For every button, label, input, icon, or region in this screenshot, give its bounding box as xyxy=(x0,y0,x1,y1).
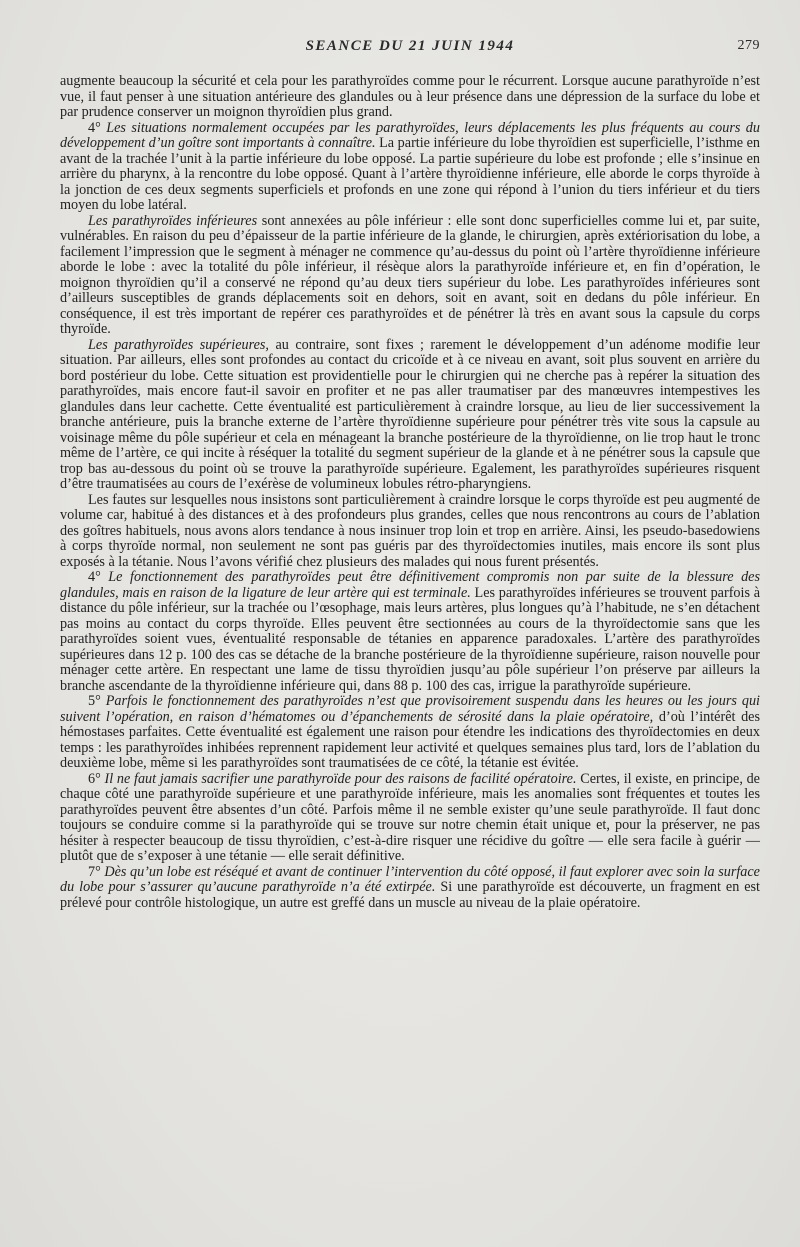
text-run: 4° xyxy=(88,119,107,136)
text-run: 5° xyxy=(88,693,106,709)
italic-text-run: Les parathyroïdes inférieures xyxy=(88,212,258,229)
article-body xyxy=(60,74,760,911)
text-run: Certes, il existe, en principe, de chaque côté une parathyroïde supérieure et une parathyroïde inférieure, mais les anomalies sont fréquentes et toutes les parathyroïdes peuvent être absentes d’un côté. Parfois même il ne semble exister qu’une seule parathyroïde. Il faut donc toujours se conduire comme si la parathyroïde qui se trouve sur notre chemin était unique et, pour la préserver, ne pas hésiter à respecter beaucoup de tissu thyroïdien, c’est-à-dire risquer une récidive du goître — elle sera facile à guérir — plutôt que de s’exposer à une tétanie — elle serait définitive. xyxy=(60,770,760,864)
text-run: Les fautes sur lesquelles nous insistons sont particulièrement à craindre lorsque le corps thyroïde est peu augmenté de volume car, habitué à des distances et à des profondeurs plus grandes, celles que nous rencontrons au cours de l’ablation des goîtres habituels, nous avons alors tendance à nous insinuer trop loin et trop en arrière. Ainsi, les pseudo-basedowiens à corps thyroïde normal, non seulement ne sont pas guéris par des thyroïdectomies inutiles, mais encore ils sont plus exposés à la tétanie. Nous l’avons vérifié chez plusieurs des malades qui nous furent présentés. xyxy=(60,491,760,570)
text-run: augmente beaucoup la sécurité et cela pour les parathyroïdes comme pour le récurrent. Lorsque aucune parathyroïde n’est vue, il faut penser à une situation antérieure des glandules ou à leur présence dans une dépression de la surface du lobe et par prudence conserver un moignon thyroïdien plus grand. xyxy=(60,73,760,120)
text-run: 4° xyxy=(88,569,109,585)
text-run: 7° xyxy=(88,863,105,880)
paragraph xyxy=(60,493,760,571)
text-run: Les parathyroïdes inférieures se trouvent parfois à distance du pôle inférieur, sur la trachée ou l’œsophage, mais leurs artères, plus longues qu’à l’habitude, ne s’en détachent pas moins au contact du corps thyroïde. Elles peuvent être sectionnées au cours de la thyroïdectomie sans que les parathyroïdes soient vues, éventualité responsable de tétanies en apparence paradoxales. L’artère des parathyroïdes supérieures dans 12 p. 100 des cas se détache de la branche postérieure de la thyroïdienne supérieure, raison nouvelle pour ménager cette artère. En respectant une lame de tissu thyroïdien jusqu’au pôle supérieur l’on préserve par ailleurs la branche ascendante de la thyroïdienne inférieure qui, dans 88 p. 100 des cas, irrigue la parathyroïde supérieure. xyxy=(60,584,761,694)
italic-text-run: Il ne faut jamais sacrifier une parathyroïde pour des raisons de facilité opératoire. xyxy=(104,770,577,787)
paragraph xyxy=(60,74,760,121)
italic-text-run: Dès qu’un lobe est réséqué et avant de continuer l’intervention du côté opposé, il faut explorer avec soin la surface du lobe pour s’assurer qu’aucune parathyroïde n’a été extirpée. xyxy=(60,863,760,895)
text-run: Si une parathyroïde est découverte, un fragment en est prélevé pour contrôle histologique, un autre est greffé dans un muscle au niveau de la plaie opératoire. xyxy=(60,879,760,911)
text-run: au contraire, sont fixes ; rarement le développement d’un adénome modifie leur situation. Par ailleurs, elles sont profondes au contact du cricoïde et à ce niveau en avant, soit plus souvent en arrière du bord postérieur du lobe. Cette situation est providentielle pour le chirurgien qui ne cherche pas à repérer la situation des parathyroïdes, mais encore faut-il savoir en profiter et ne pas aller traumatiser par des manœuvres intempestives les glandules dans leur cachette. Cette éventualité est particulièrement à craindre lorsque, au lieu de lier successivement la branche antérieure, puis la branche externe de l’artère thyroïdienne supérieure pour pénétrer très vite sous la capsule au voisinage même du pôle supérieur et cela en ménageant la branche postérieure de la thyroïdienne, on lie trop haut le tronc même de l’artère, ce qui incite à réséquer la totalité du segment supérieur de la glande et à ne pénétrer sous la capsule que trop bas au-dessous du point où se trouve la parathyroïde supérieure. Egalement, les parathyroïdes supérieures risquent d’être traumatisées au cours de l’exérèse de volumineux lobules rétro-pharyngiens. xyxy=(60,336,760,492)
text-run: 6° xyxy=(88,770,105,787)
paragraph xyxy=(60,865,760,912)
page-number: 279 xyxy=(737,38,760,53)
italic-text-run: Parfois le fonctionnement des parathyroïdes n’est que provisoirement suspendu dans les heures ou les jours qui suivent l’opération, en raison d’hématomes ou d’épanchements de sérosité dans la plaie opératoire, xyxy=(60,693,760,725)
paragraph xyxy=(60,694,760,772)
paragraph xyxy=(60,121,760,214)
paragraph xyxy=(60,570,760,694)
italic-text-run: Le fonctionnement des parathyroïdes peut être définitivement compromis non par suite de la blessure des glandules, mais en raison de la ligature de leur artère qui est terminale. xyxy=(60,569,760,601)
paragraph xyxy=(60,338,760,493)
italic-text-run: Les parathyroïdes supérieures, xyxy=(88,336,269,353)
text-run: sont annexées au pôle inférieur : elle sont donc superficielles comme lui et, par suite, vulnérables. En raison du peu d’épaisseur de la partie inférieure de la glande, le chirurgien, après extériorisation du lobe, a facilement l’impression que le segment à ménager ne commence qu’au-dessus du point où l’artère thyroïdienne inférieure aborde le lobe : avec la totalité du pôle inférieur, il résèque alors la parathyroïde inférieure et, en fin d’opération, le moignon thyroïdien qu’il a conservé ne répond qu’au deux tiers supérieur du lobe. Les parathyroïdes inférieures sont d’ailleurs susceptibles de grands déplacements soit en dehors, soit en avant, soit en dedans du pôle inférieur. En conséquence, il est très important de repérer ces parathyroïdes et de pénétrer là très en avant sous la capsule du corps thyroïde. xyxy=(60,212,760,337)
paragraph xyxy=(60,772,760,865)
running-header xyxy=(60,38,760,62)
italic-text-run: Les situations normalement occupées par les parathyroïdes, leurs déplacements les plus fréquents au cours du développement d’un goître sont importants à connaître. xyxy=(60,119,760,151)
running-title: SEANCE DU 21 JUIN 1944 xyxy=(305,38,515,54)
text-run: La partie inférieure du lobe thyroïdien est superficielle, l’isthme en avant de la trachée l’unit à la partie inférieure du lobe opposé. La partie supérieure du lobe est profonde ; elle s’insinue en arrière du pharynx, à la rencontre du lobe opposé. Quant à l’artère thyroïdienne inférieure, elle aborde le corps thyroïde à la jonction de ces deux segments superficiels et profonds en une zone qui répond à l’union du tiers inférieur et du tiers moyen du lobe latéral. xyxy=(60,135,760,213)
text-run: d’où l’intérêt des hémostases parfaites. Cette éventualité est également une raison pour étendre les indications des thyroïdectomies en deux temps : les parathyroïdes inhibées reprennent rapidement leur activité et quelques semaines plus tard, lors de l’ablation du deuxième lobe, même si les parathyroïdes sont traumatisées de ce côté, la tétanie est évitée. xyxy=(60,708,760,771)
paragraph xyxy=(60,214,760,338)
